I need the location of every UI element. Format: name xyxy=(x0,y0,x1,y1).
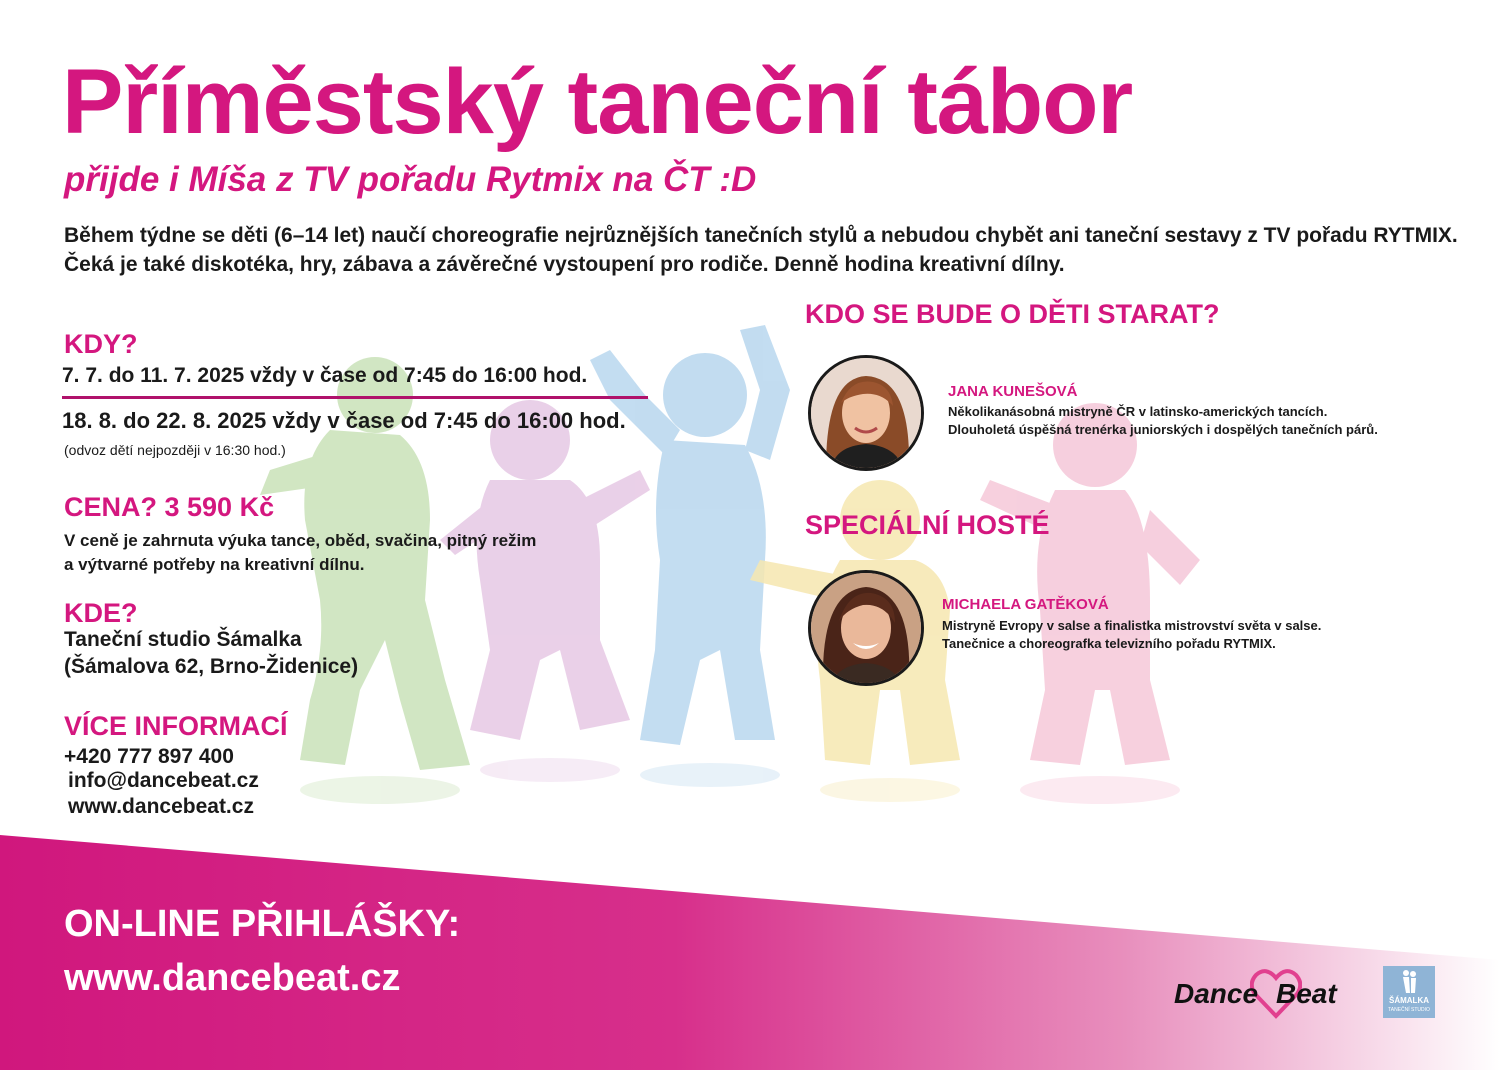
page-subtitle: přijde i Míša z TV pořadu Rytmix na ČT :D xyxy=(64,160,757,199)
avatar-jana xyxy=(808,355,924,471)
logo-beat-text: Beat xyxy=(1276,978,1337,1009)
guests-heading: SPECIÁLNÍ HOSTÉ xyxy=(805,510,1050,540)
dancebeat-logo xyxy=(1172,966,1352,1022)
logo-dance-text: Dance xyxy=(1174,978,1259,1009)
when-date-1: 7. 7. do 11. 7. 2025 vždy v čase od 7:45 do 16:00 hod. xyxy=(62,364,588,387)
guest-name: MICHAELA GATĚKOVÁ xyxy=(942,596,1109,613)
info-web[interactable]: www.dancebeat.cz xyxy=(68,795,254,818)
footer-band xyxy=(0,830,1500,1070)
info-phone[interactable]: +420 777 897 400 xyxy=(64,745,234,768)
price-line-1: V ceně je zahrnuta výuka tance, oběd, svačina, pitný režim xyxy=(64,531,537,550)
samalka-logo-subtext: TANEČNÍ STUDIO xyxy=(1388,1007,1430,1013)
price-line-2: a výtvarné potřeby na kreativní dílnu. xyxy=(64,555,365,574)
where-line-1: Taneční studio Šámalka xyxy=(64,628,302,651)
when-heading: KDY? xyxy=(64,329,138,359)
avatar-michaela xyxy=(808,570,924,686)
guest-desc-2: Tanečnice a choreografka televizního pořadu RYTMIX. xyxy=(942,636,1276,651)
registration-heading: ON-LINE PŘIHLÁŠKY: xyxy=(64,903,461,945)
page-title: Příměstský taneční tábor xyxy=(62,51,1133,153)
portrait-michaela-image xyxy=(811,573,921,683)
intro-paragraph: Během týdne se děti (6–14 let) naučí choreografie nejrůznějších tanečních stylů a nebudou chybět ani taneční sestavy z TV pořadu RYTMIX. Čeká je také diskotéka, hry, zábava a závěrečné vystoupení pro rodiče. Denně hodina kreativní dílny. xyxy=(64,224,1458,276)
silhouette-blue xyxy=(590,325,790,745)
dancers-icon xyxy=(1397,969,1421,995)
registration-url[interactable]: www.dancebeat.cz xyxy=(64,957,401,999)
price-heading: CENA? 3 590 Kč xyxy=(64,492,275,522)
staff-desc-1: Několikanásobná mistryně ČR v latinsko-amerických tancích. xyxy=(948,404,1328,419)
staff-heading: KDO SE BUDE O DĚTI STARAT? xyxy=(805,299,1220,329)
silhouette-pink xyxy=(980,403,1200,765)
where-line-2: (Šámalova 62, Brno-Židenice) xyxy=(64,655,359,678)
pickup-note: (odvoz dětí nejpozději v 16:30 hod.) xyxy=(64,442,286,458)
date-divider xyxy=(62,396,648,399)
samalka-logo-text: ŠÁMALKA xyxy=(1389,996,1429,1005)
portrait-jana-image xyxy=(811,358,921,468)
staff-desc-2: Dlouholetá úspěšná trenérka juniorských i dospělých tanečních párů. xyxy=(948,422,1378,437)
where-heading: KDE? xyxy=(64,598,138,628)
staff-name: JANA KUNEŠOVÁ xyxy=(948,383,1078,400)
samalka-logo xyxy=(1383,966,1435,1018)
when-date-2: 18. 8. do 22. 8. 2025 vždy v čase od 7:45 do 16:00 hod. xyxy=(62,408,626,433)
info-heading: VÍCE INFORMACÍ xyxy=(64,711,288,741)
silhouette-purple xyxy=(440,400,650,740)
info-email[interactable]: info@dancebeat.cz xyxy=(68,769,259,792)
guest-desc-1: Mistryně Evropy v salse a finalistka mistrovství světa v salse. xyxy=(942,618,1322,633)
